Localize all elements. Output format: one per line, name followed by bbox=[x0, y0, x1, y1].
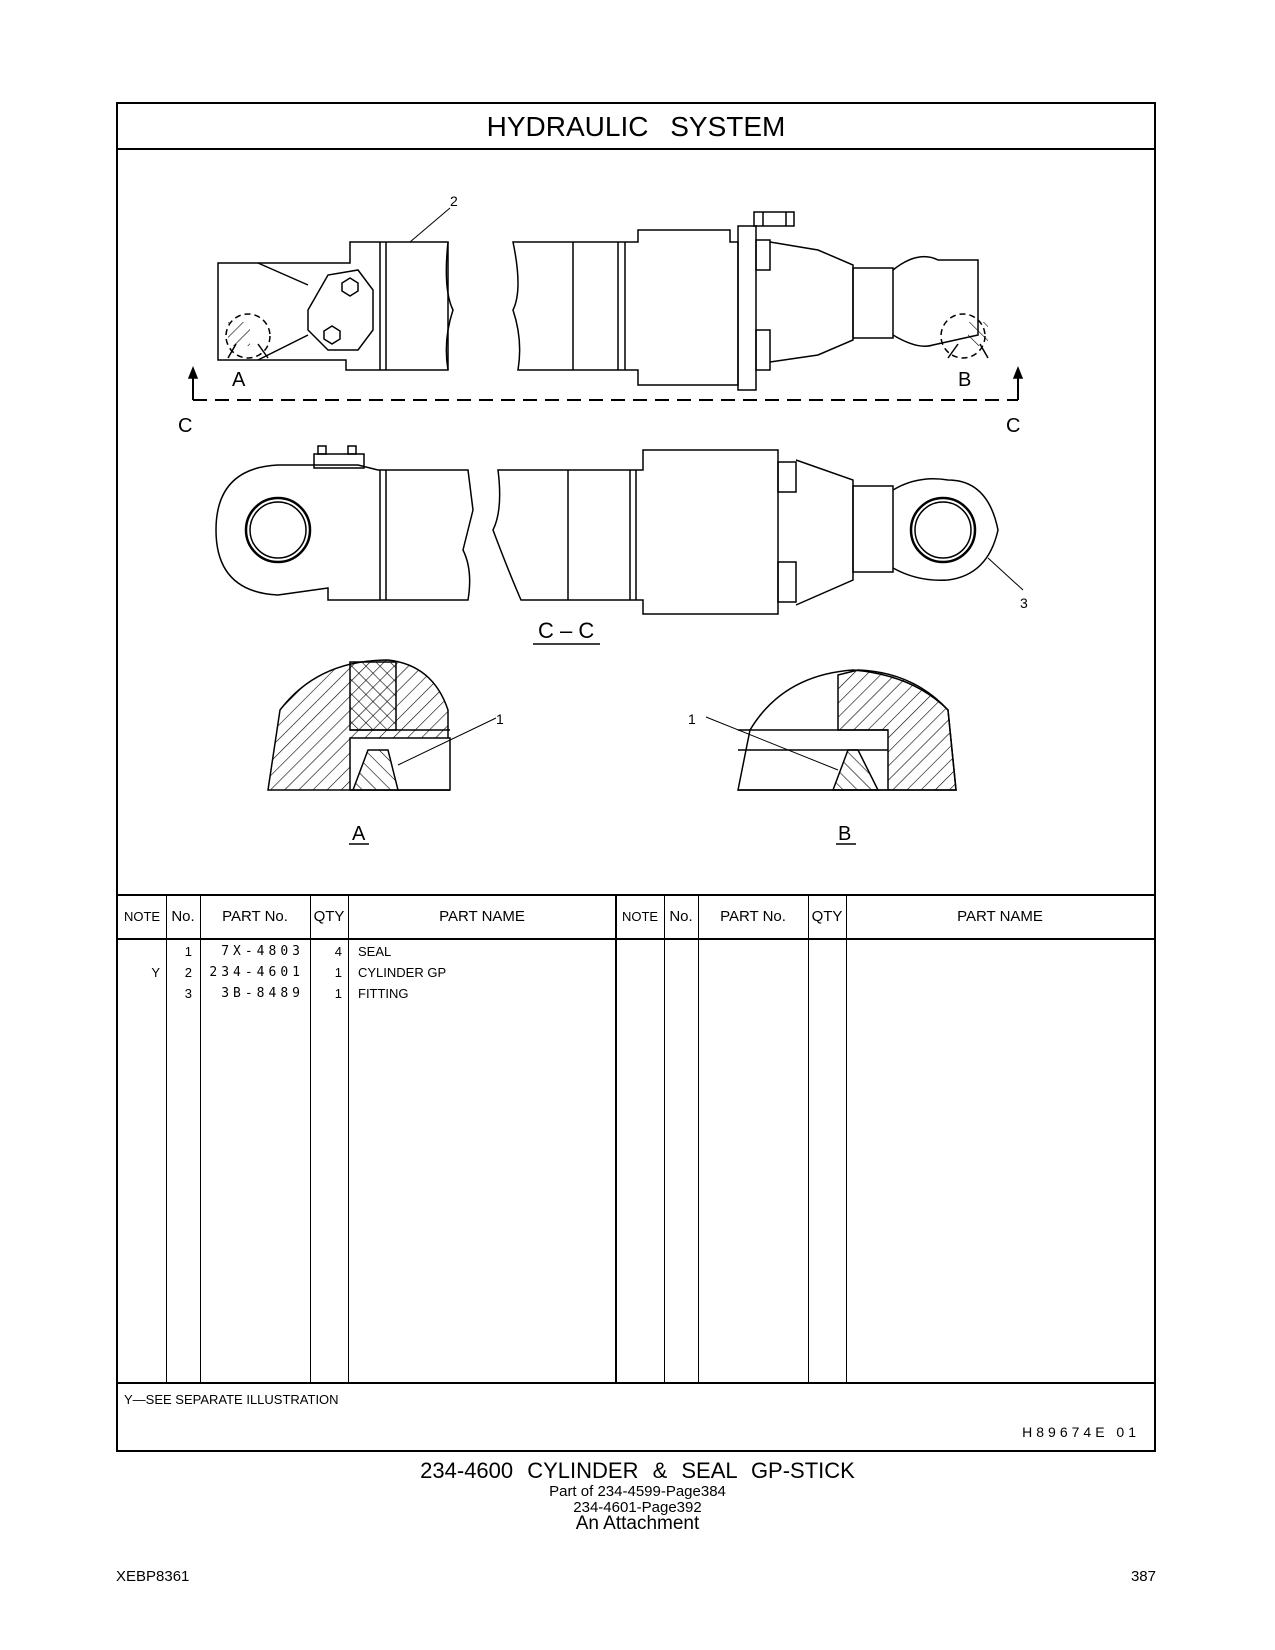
section-title: HYDRAULIC SYSTEM bbox=[118, 104, 1154, 150]
row-part-name: CYLINDER GP bbox=[358, 965, 447, 980]
view-label-c-right: C bbox=[1006, 415, 1021, 437]
detail-label-a: A bbox=[352, 823, 366, 845]
col-no-right: No. bbox=[669, 908, 693, 925]
parts-table-header bbox=[118, 894, 1154, 940]
row-number: 3 bbox=[184, 986, 192, 1001]
view-label-b: B bbox=[958, 369, 972, 391]
footnote: Y—SEE SEPARATE ILLUSTRATION bbox=[124, 1392, 339, 1407]
table-footnote-area bbox=[118, 1382, 1154, 1452]
row-part-number: 7X-4803 bbox=[221, 944, 304, 959]
row-number: 1 bbox=[184, 944, 192, 959]
top-view-head-end bbox=[218, 242, 448, 370]
callout-1-left: 1 bbox=[496, 711, 504, 727]
cylinder-illustration bbox=[118, 150, 1154, 894]
rod-eye-left bbox=[246, 498, 310, 562]
row-part-number: 3B-8489 bbox=[221, 986, 304, 1001]
rod-eye-right bbox=[911, 498, 975, 562]
view-label-a: A bbox=[232, 369, 246, 391]
col-partname-right: PART NAME bbox=[957, 908, 1043, 925]
row-part-name: FITTING bbox=[358, 986, 409, 1001]
callout-3: 3 bbox=[1020, 595, 1028, 611]
col-qty-right: QTY bbox=[811, 908, 843, 925]
view-label-c-left: C bbox=[178, 415, 193, 437]
detail-label-b: B bbox=[838, 823, 852, 845]
callout-1-right: 1 bbox=[688, 711, 696, 727]
row-qty: 4 bbox=[334, 944, 342, 959]
callout-2: 2 bbox=[450, 193, 458, 209]
group-reference-1: Part of 234-4599-Page384 bbox=[549, 1483, 726, 1500]
illustration-code: H89674E 01 bbox=[1022, 1424, 1140, 1440]
col-note-left: NOTE bbox=[123, 909, 161, 924]
group-attachment-note: An Attachment bbox=[575, 1513, 700, 1534]
col-partno-right: PART No. bbox=[720, 908, 786, 925]
col-note-right: NOTE bbox=[621, 909, 659, 924]
row-note: Y bbox=[151, 965, 160, 980]
row-qty: 1 bbox=[334, 965, 342, 980]
row-part-number: 234-4601 bbox=[209, 965, 304, 980]
col-qty-left: QTY bbox=[313, 908, 345, 925]
row-part-name: SEAL bbox=[358, 944, 392, 959]
row-qty: 1 bbox=[334, 986, 342, 1001]
row-number: 2 bbox=[184, 965, 192, 980]
parts-page-frame bbox=[116, 102, 1156, 1452]
parts-table-body bbox=[118, 940, 1154, 1382]
col-partno-left: PART No. bbox=[222, 908, 288, 925]
document-id: XEBP8361 bbox=[116, 1568, 190, 1585]
col-no-left: No. bbox=[171, 908, 195, 925]
page-number: 387 bbox=[1130, 1568, 1156, 1585]
group-reference-2: 234-4601-Page392 bbox=[573, 1499, 702, 1516]
section-label-cc: C – C bbox=[538, 618, 595, 643]
col-partname-left: PART NAME bbox=[439, 908, 525, 925]
group-title: 234-4600 CYLINDER & SEAL GP-STICK bbox=[420, 1458, 855, 1483]
